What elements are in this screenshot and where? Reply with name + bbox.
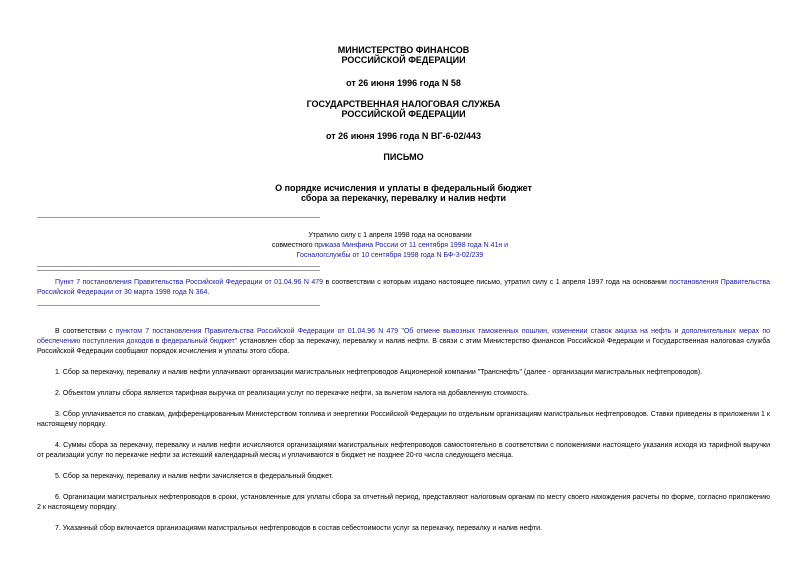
divider bbox=[37, 270, 320, 271]
intro-paragraph bbox=[37, 327, 770, 357]
list-item: 7. Указанный сбор включается организациями магистральных нефтепроводов в состав себестоимости услуг за перекачку, перевалку и налив нефти. bbox=[55, 525, 543, 532]
resolution-479-clause-link[interactable]: пунктом 7 постановления Правительства Российской Федерации от 01.04.96 N 479 "Об отмене вывозных таможенных пошлин, изменении ставок акциза на нефть и дополнительных мерах по обеспечению поступления доходов в федеральный бюджет" bbox=[37, 328, 771, 345]
status-note-line3 bbox=[200, 251, 580, 261]
resolution-479-link[interactable]: Пункт 7 постановления Правительства Российской Федерации от 01.04.96 N 479 bbox=[55, 279, 324, 286]
editor-note bbox=[37, 278, 770, 298]
document-title-line2: сбора за перекачку, перевалку и налив нефти bbox=[300, 193, 507, 203]
list-item: 4. Суммы сбора за перекачку, перевалку и налив нефти исчисляются организациями магистральных нефтепроводов самостоятельно в соответствии с положениями настоящего указания исходя из тарифной выручки от реализации услуг по перекачке нефти за истекший календарный месяц и уплачиваются в бюджет не позднее 20-го числа следующего месяца. bbox=[37, 442, 770, 459]
ministry-name-line2: РОССИЙСКОЙ ФЕДЕРАЦИИ bbox=[341, 55, 466, 65]
editor-note-text: в соответствии с которым издано настоящее письмо, утратил силу с 1 апреля 1997 года на основании bbox=[323, 279, 670, 286]
divider bbox=[37, 217, 320, 218]
status-note-text: совместного bbox=[271, 242, 315, 249]
resolution-364-link[interactable]: постановления Правительства Российской Федерации от 30 марта 1998 года N 364 bbox=[37, 279, 771, 296]
list-item: 1. Сбор за перекачку, перевалку и налив нефти уплачивают организации магистральных нефтепроводов Акционерной компании "Транснефть" (далее - организации магистральных нефтепроводов). bbox=[55, 369, 703, 376]
intro-text-start: В соответствии с bbox=[55, 328, 116, 335]
status-note-line1: Утратило силу с 1 апреля 1998 года на основании bbox=[308, 232, 472, 239]
service-date: от 26 июня 1996 года N ВГ-6-02/443 bbox=[326, 131, 481, 141]
document-type: ПИСЬМО bbox=[383, 152, 424, 162]
ministry-name-line1: МИНИСТЕРСТВО ФИНАНСОВ bbox=[337, 45, 470, 55]
divider bbox=[37, 305, 320, 306]
editor-note-end: . bbox=[207, 289, 210, 296]
ministry-date: от 26 июня 1996 года N 58 bbox=[346, 78, 461, 88]
divider bbox=[37, 266, 320, 267]
intro-text-end: установлен сбор за перекачку, перевалку и налив нефти. В связи с этим Министерство финансов Российской Федерации и Государственная налоговая служба Российской Федерации сообщают порядок исчисления и уплаты этого сбора. bbox=[37, 338, 770, 355]
list-item: 6. Организации магистральных нефтепроводов в сроки, установленные для уплаты сбора за отчетный период, представляют налоговым органам по месту своего нахождения расчеты по форме, согласно приложению 2 к настоящему порядку. bbox=[37, 494, 770, 511]
list-item: 5. Сбор за перекачку, перевалку и налив нефти зачисляется в федеральный бюджет. bbox=[55, 473, 334, 480]
document-title-line1: О порядке исчисления и уплаты в федеральный бюджет bbox=[275, 183, 532, 193]
list-item: 2. Объектом уплаты сбора является тарифная выручка от реализации услуг по перекачке нефти, за вычетом налога на добавленную стоимость. bbox=[55, 390, 529, 397]
service-name-line1: ГОСУДАРСТВЕННАЯ НАЛОГОВАЯ СЛУЖБА bbox=[306, 99, 501, 109]
list-item: 3. Сбор уплачивается по ставкам, дифференцированным Министерством топлива и энергетики Российской Федерации по отдельным организациям магистральных нефтепроводов. Ставки приведены в приложении 1 к настоящему порядку. bbox=[37, 411, 770, 428]
status-note-line2 bbox=[200, 241, 580, 251]
ministry-order-link[interactable]: приказа Минфина России от 11 сентября 1998 года N 41н и bbox=[314, 242, 509, 249]
service-name-line2: РОССИЙСКОЙ ФЕДЕРАЦИИ bbox=[341, 109, 466, 119]
tax-service-order-link[interactable]: Госналогслужбы от 10 сентября 1998 года N БФ-3-02/239 bbox=[296, 252, 484, 259]
